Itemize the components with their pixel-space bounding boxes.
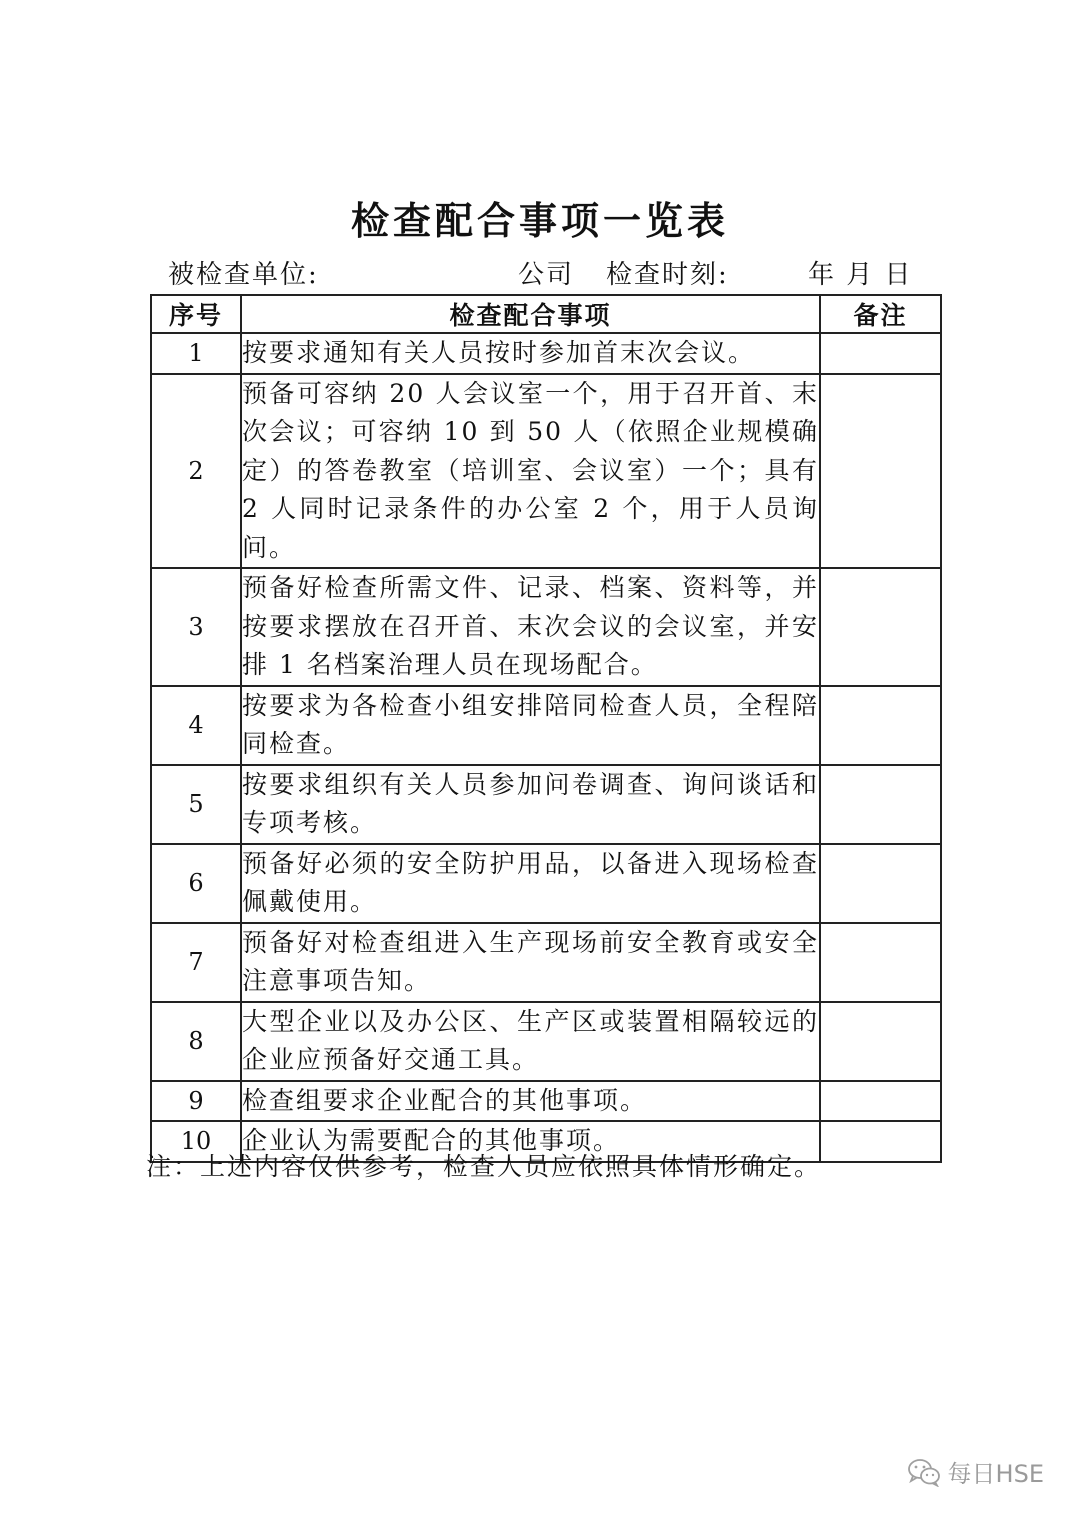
- row-number: 10: [151, 1121, 241, 1162]
- company-label: 公司: [518, 260, 575, 290]
- inspected-unit-label: 被检查单位:: [168, 260, 319, 290]
- footnote: 注：上述内容仅供参考，检查人员应依照具体情形确定。: [146, 1152, 822, 1181]
- row-number: 5: [151, 765, 241, 844]
- table-row: [151, 1002, 941, 1081]
- row-remark: [820, 568, 941, 686]
- row-item: 按要求组织有关人员参加问卷调查、询问谈话和专项考核。: [241, 765, 820, 844]
- row-number: 7: [151, 923, 241, 1002]
- table-row: [151, 1081, 941, 1122]
- row-number: 4: [151, 686, 241, 765]
- header-remark: 备注: [820, 295, 941, 333]
- date-label: 年 月 日: [808, 260, 913, 290]
- row-item: 大型企业以及办公区、生产区或装置相隔较远的企业应预备好交通工具。: [241, 1002, 820, 1081]
- row-number: 1: [151, 333, 241, 374]
- row-number: 9: [151, 1081, 241, 1122]
- row-number: 8: [151, 1002, 241, 1081]
- table-row: [151, 374, 941, 569]
- row-remark: [820, 333, 941, 374]
- watermark-text: 每日HSE: [947, 1460, 1044, 1488]
- watermark: [906, 1454, 1044, 1489]
- row-item: 预备好必须的安全防护用品，以备进入现场检查佩戴使用。: [241, 844, 820, 923]
- row-item: 按要求为各检查小组安排陪同检查人员，全程陪同检查。: [241, 686, 820, 765]
- row-remark: [820, 374, 941, 569]
- table-row: [151, 923, 941, 1002]
- row-remark: [820, 844, 941, 923]
- row-remark: [820, 1002, 941, 1081]
- page-title: 检查配合事项一览表: [350, 199, 729, 243]
- wechat-icon: [906, 1457, 942, 1487]
- table-row: [151, 568, 941, 686]
- row-number: 2: [151, 374, 241, 569]
- row-remark: [820, 1121, 941, 1162]
- row-remark: [820, 765, 941, 844]
- row-item: 预备可容纳 20 人会议室一个，用于召开首、末次会议；可容纳 10 到 50 人（依照企业规模确定）的答卷教室（培训室、会议室）一个；具有 2 人同时记录条件的办公室 2 个，用于人员询问。: [241, 374, 820, 569]
- row-number: 3: [151, 568, 241, 686]
- row-item: 检查组要求企业配合的其他事项。: [241, 1081, 820, 1122]
- table-row: [151, 765, 941, 844]
- table-row: [151, 333, 941, 374]
- table-row: [151, 686, 941, 765]
- row-remark: [820, 686, 941, 765]
- row-item: 按要求通知有关人员按时参加首末次会议。: [241, 333, 820, 374]
- row-item: 预备好对检查组进入生产现场前安全教育或安全注意事项告知。: [241, 923, 820, 1002]
- table-row: [151, 844, 941, 923]
- table-header-row: [151, 295, 941, 333]
- header-item: 检查配合事项: [241, 295, 820, 333]
- header-number: 序号: [151, 295, 241, 333]
- row-item: 预备好检查所需文件、记录、档案、资料等，并按要求摆放在召开首、末次会议的会议室，并安排 1 名档案治理人员在现场配合。: [241, 568, 820, 686]
- row-remark: [820, 923, 941, 1002]
- inspection-time-label: 检查时刻:: [606, 260, 729, 290]
- items-table: [150, 294, 942, 1163]
- row-item: 企业认为需要配合的其他事项。: [241, 1121, 820, 1162]
- row-remark: [820, 1081, 941, 1122]
- row-number: 6: [151, 844, 241, 923]
